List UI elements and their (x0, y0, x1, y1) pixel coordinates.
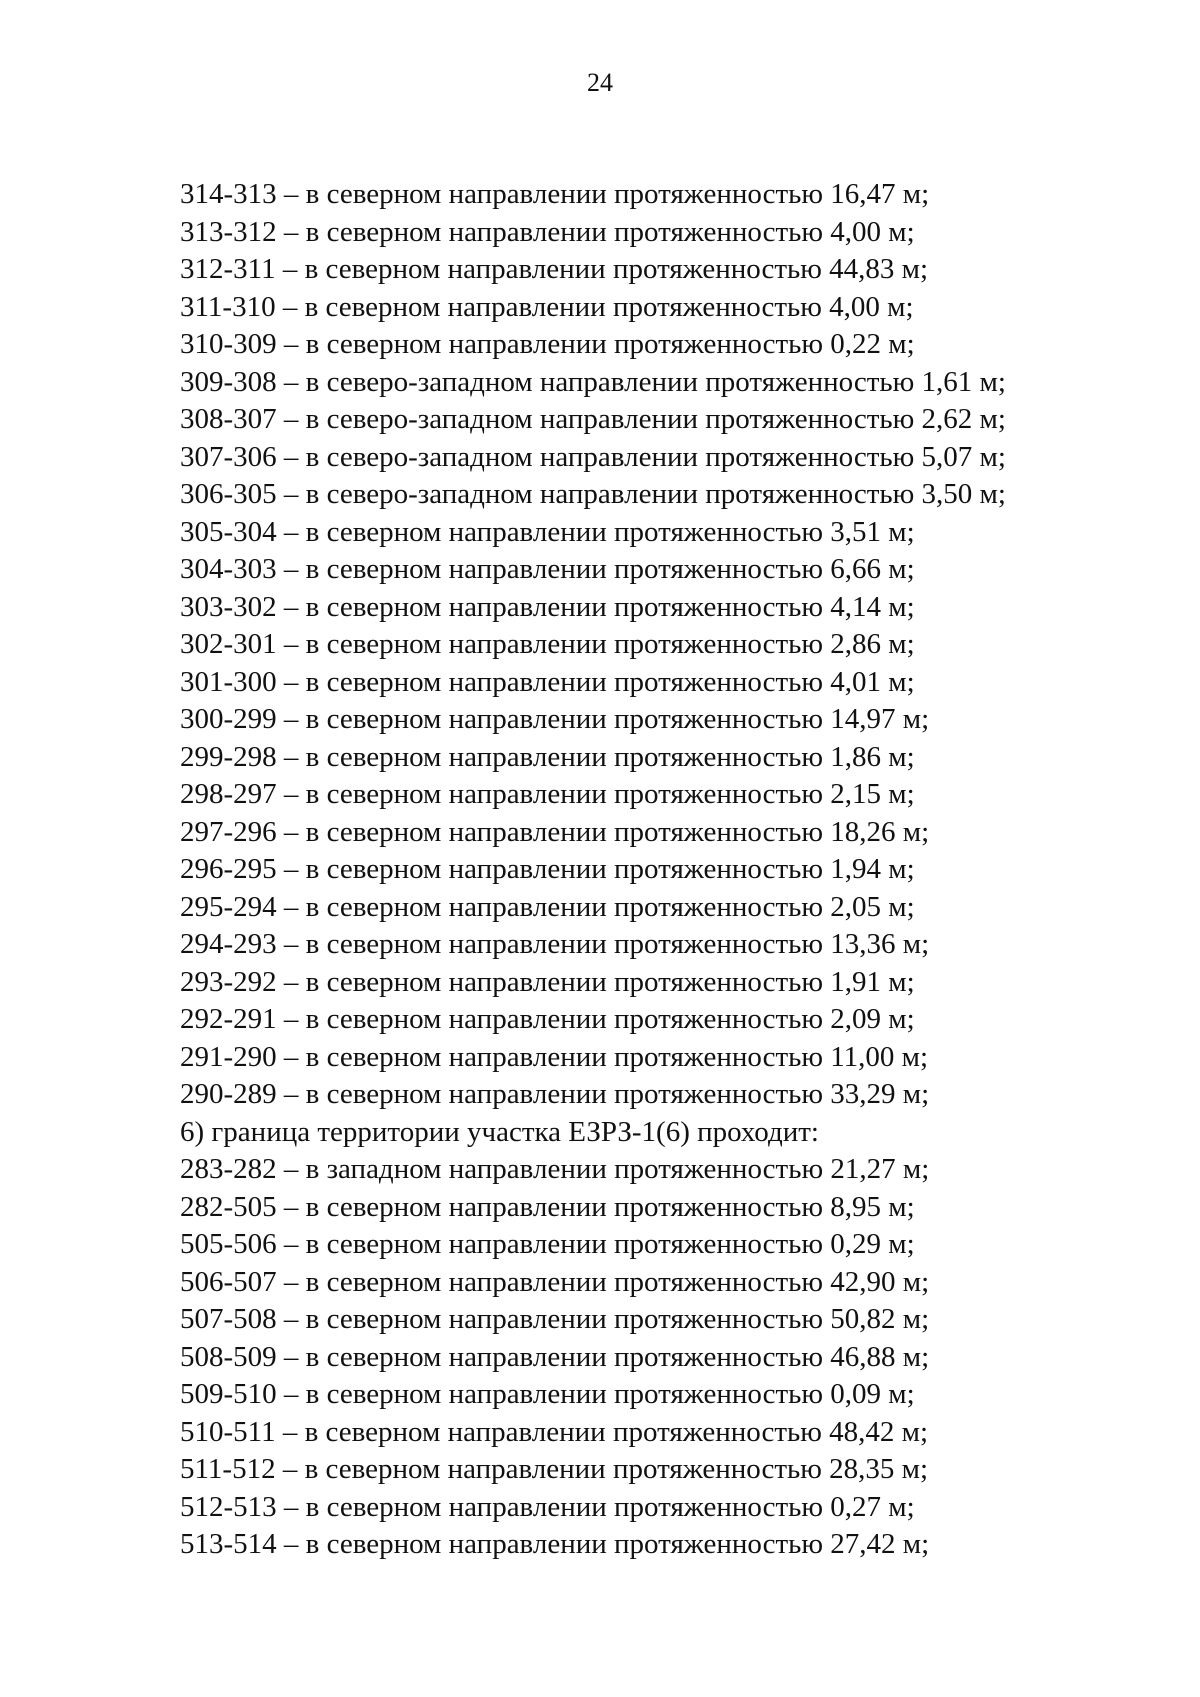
boundary-segment-line: 303-302 – в северном направлении протяженностью 4,14 м; (180, 590, 915, 623)
boundary-segment-line: 306-305 – в северо-западном направлении протяженностью 3,50 м; (180, 478, 1006, 510)
boundary-segment-line: 295-294 – в северном направлении протяженностью 2,05 м; (180, 890, 915, 923)
boundary-segment-line: 511-512 – в северном направлении протяженностью 28,35 м; (180, 1453, 929, 1485)
boundary-segment-line: 301-300 – в северном направлении протяженностью 4,01 м; (180, 665, 915, 698)
boundary-segment-line: 293-292 – в северном направлении протяженностью 1,91 м; (180, 965, 915, 998)
boundary-segment-line: 307-306 – в северо-западном направлении протяженностью 5,07 м; (180, 440, 1006, 473)
boundary-segment-line: 297-296 – в северном направлении протяженностью 18,26 м; (180, 815, 930, 848)
page-number: 24 (587, 68, 613, 97)
section-heading: 6) граница территории участка ЕЗРЗ-1(6) проходит: (180, 1115, 819, 1148)
boundary-segment-line: 291-290 – в северном направлении протяженностью 11,00 м; (180, 1040, 929, 1073)
boundary-segment-line: 296-295 – в северном направлении протяженностью 1,94 м; (180, 853, 915, 885)
boundary-segment-line: 513-514 – в северном направлении протяженностью 27,42 м; (180, 1528, 930, 1560)
boundary-segment-line: 292-291 – в северном направлении протяженностью 2,09 м; (180, 1003, 915, 1035)
boundary-segment-line: 302-301 – в северном направлении протяженностью 2,86 м; (180, 628, 915, 660)
boundary-segment-line: 512-513 – в северном направлении протяженностью 0,27 м; (180, 1490, 915, 1523)
boundary-segment-line: 313-312 – в северном направлении протяженностью 4,00 м; (180, 215, 915, 248)
boundary-segment-line: 298-297 – в северном направлении протяженностью 2,15 м; (180, 778, 915, 810)
boundary-segment-line: 294-293 – в северном направлении протяженностью 13,36 м; (180, 928, 930, 960)
boundary-segment-line: 310-309 – в северном направлении протяженностью 0,22 м; (180, 328, 915, 360)
boundary-segment-line: 283-282 – в западном направлении протяженностью 21,27 м; (180, 1153, 930, 1185)
boundary-segment-line: 508-509 – в северном направлении протяженностью 46,88 м; (180, 1340, 930, 1373)
boundary-segment-line: 314-313 – в северном направлении протяженностью 16,47 м; (180, 178, 930, 210)
boundary-segment-line: 505-506 – в северном направлении протяженностью 0,29 м; (180, 1228, 915, 1260)
boundary-segment-line: 509-510 – в северном направлении протяженностью 0,09 м; (180, 1378, 915, 1410)
document-body (180, 176, 1140, 1564)
boundary-segment-line: 311-310 – в северном направлении протяженностью 4,00 м; (180, 290, 914, 323)
boundary-segment-line: 282-505 – в северном направлении протяженностью 8,95 м; (180, 1190, 915, 1223)
boundary-segment-line: 308-307 – в северо-западном направлении протяженностью 2,62 м; (180, 403, 1006, 435)
boundary-segment-line: 290-289 – в северном направлении протяженностью 33,29 м; (180, 1078, 930, 1110)
boundary-segment-line: 510-511 – в северном направлении протяженностью 48,42 м; (180, 1415, 929, 1448)
boundary-segment-line: 299-298 – в северном направлении протяженностью 1,86 м; (180, 740, 915, 773)
boundary-segment-line: 304-303 – в северном направлении протяженностью 6,66 м; (180, 553, 915, 585)
boundary-segment-line: 507-508 – в северном направлении протяженностью 50,82 м; (180, 1303, 930, 1335)
boundary-segment-line: 305-304 – в северном направлении протяженностью 3,51 м; (180, 515, 915, 548)
boundary-segment-line: 309-308 – в северо-западном направлении протяженностью 1,61 м; (180, 365, 1006, 398)
boundary-segment-line: 300-299 – в северном направлении протяженностью 14,97 м; (180, 703, 930, 735)
boundary-segment-line: 506-507 – в северном направлении протяженностью 42,90 м; (180, 1265, 930, 1298)
boundary-segment-line: 312-311 – в северном направлении протяженностью 44,83 м; (180, 253, 929, 285)
